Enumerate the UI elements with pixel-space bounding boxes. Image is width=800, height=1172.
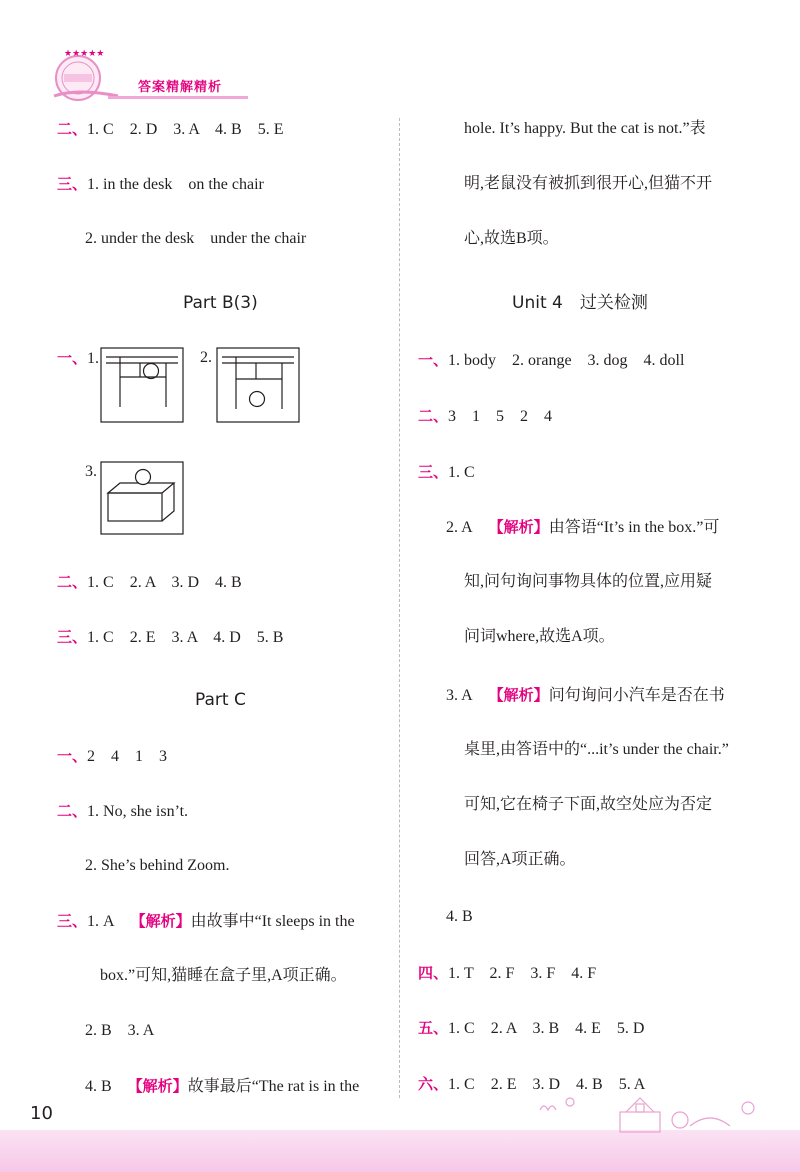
section-marker: 三、 xyxy=(57,628,88,646)
figure-number-3: 3. xyxy=(85,463,97,480)
answer-text: 1. in the desk on the chair xyxy=(87,176,264,193)
unit4-san-q3-line4: 回答,A项正确。 xyxy=(464,851,576,868)
section-marker: 三、 xyxy=(57,912,88,930)
unit4-section-yi xyxy=(418,349,684,372)
section-san-2 xyxy=(57,626,283,649)
analysis-text: 故事最后“The rat is in the xyxy=(187,1078,360,1095)
column-divider xyxy=(399,118,400,1098)
analysis-label: 【解析】 xyxy=(488,518,549,536)
answer-text: 1. C 2. D 3. A 4. B 5. E xyxy=(87,121,284,138)
section-san-3-q23: 2. B 3. A xyxy=(85,1022,155,1039)
part-b3-title: Part B(3) xyxy=(183,293,258,313)
analysis-text: 由故事中“It sleeps in the xyxy=(190,913,355,930)
unit4-section-san-q1 xyxy=(418,461,475,484)
question-number: 4. B xyxy=(85,1078,112,1095)
answer-text: 3 1 5 2 4 xyxy=(448,408,553,425)
section-marker: 二、 xyxy=(57,802,88,820)
svg-text:★★★★★: ★★★★★ xyxy=(64,49,105,59)
unit4-san-q3-line1 xyxy=(446,684,725,707)
analysis-label: 【解析】 xyxy=(127,1077,188,1095)
section-marker: 四、 xyxy=(418,964,449,982)
answer-text: 1. C 2. E 3. A 4. D 5. B xyxy=(87,629,284,646)
section-yi-3 xyxy=(57,745,167,768)
section-marker: 六、 xyxy=(418,1075,449,1093)
publisher-logo-icon xyxy=(48,44,124,104)
figure-number-2: 2. xyxy=(200,349,212,366)
answer-text: 2 4 1 3 xyxy=(87,748,168,765)
section-marker: 三、 xyxy=(57,175,88,193)
section-er-3-line2: 2. She’s behind Zoom. xyxy=(85,857,230,874)
answer-text: 1. C 2. A 3. D 4. B xyxy=(87,574,242,591)
unit4-san-q2-line1 xyxy=(446,516,719,539)
unit4-san-q3-line2: 桌里,由答语中的“...it’s under the chair.” xyxy=(464,741,729,758)
unit4-section-si xyxy=(418,962,596,985)
figure-ball-on-box xyxy=(100,461,184,535)
answer-text: 1. C 2. A 3. B 4. E 5. D xyxy=(448,1020,645,1037)
unit4-section-wu xyxy=(418,1017,644,1040)
section-san-3-q4 xyxy=(85,1075,359,1098)
analysis-text: 问句询问小汽车是否在书 xyxy=(548,687,725,704)
section-marker: 三、 xyxy=(418,463,449,481)
unit4-san-q3-line3: 可知,它在椅子下面,故空处应为否定 xyxy=(464,796,713,813)
answer-text: 1. C xyxy=(448,464,475,481)
unit4-san-q4: 4. B xyxy=(446,908,473,925)
page-number: 10 xyxy=(30,1103,53,1124)
section-marker: 二、 xyxy=(418,407,449,425)
figure-ball-on-desk xyxy=(100,347,184,423)
section-yi-2 xyxy=(57,347,99,370)
section-san-3-q1-line2: box.”可知,猫睡在盒子里,A项正确。 xyxy=(100,967,347,984)
analysis-text: 由答语“It’s in the box.”可 xyxy=(548,519,720,536)
section-marker: 一、 xyxy=(57,349,88,367)
header-underline xyxy=(108,96,248,99)
unit4-san-q2-line2: 知,问句询问事物具体的位置,应用疑 xyxy=(464,573,713,590)
question-number: 3. A xyxy=(446,687,473,704)
section-san-3-q1-line1 xyxy=(57,910,383,933)
footer-band xyxy=(0,1130,800,1172)
section-marker: 一、 xyxy=(418,351,449,369)
header-title: 答案精解精析 xyxy=(138,80,223,95)
section-marker: 二、 xyxy=(57,573,88,591)
section-er-1 xyxy=(57,118,283,141)
answer-text: 1. No, she isn’t. xyxy=(87,803,189,820)
castle-decoration-icon xyxy=(530,1090,770,1134)
answer-text: 1. body 2. orange 3. dog 4. doll xyxy=(448,352,685,369)
continued-line3: 心,故选B项。 xyxy=(464,230,559,247)
section-san-1-line2: 2. under the desk under the chair xyxy=(85,230,307,247)
continued-line1: hole. It’s happy. But the cat is not.”表 xyxy=(464,120,706,137)
figure-number-1: 1. xyxy=(87,350,100,367)
answer-text: 1. T 2. F 3. F 4. F xyxy=(448,965,597,982)
section-er-3-line1 xyxy=(57,800,188,823)
continued-line2: 明,老鼠没有被抓到很开心,但猫不开 xyxy=(464,175,713,192)
section-er-2 xyxy=(57,571,242,594)
analysis-label: 【解析】 xyxy=(488,686,549,704)
unit4-section-er xyxy=(418,405,552,428)
question-number: 2. A xyxy=(446,519,473,536)
section-marker: 二、 xyxy=(57,120,88,138)
unit4-title: Unit 4 过关检测 xyxy=(512,293,648,313)
section-marker: 一、 xyxy=(57,747,88,765)
answer-text: 1. C 2. E 3. D 4. B 5. A xyxy=(448,1076,646,1093)
section-marker: 五、 xyxy=(418,1019,449,1037)
figure-ball-under-desk xyxy=(216,347,300,423)
unit4-san-q2-line3: 问词where,故选A项。 xyxy=(464,628,615,645)
part-c-title: Part C xyxy=(195,690,246,710)
question-number: 1. A xyxy=(87,913,115,930)
analysis-label: 【解析】 xyxy=(130,912,191,930)
section-san-1-line1 xyxy=(57,173,264,196)
